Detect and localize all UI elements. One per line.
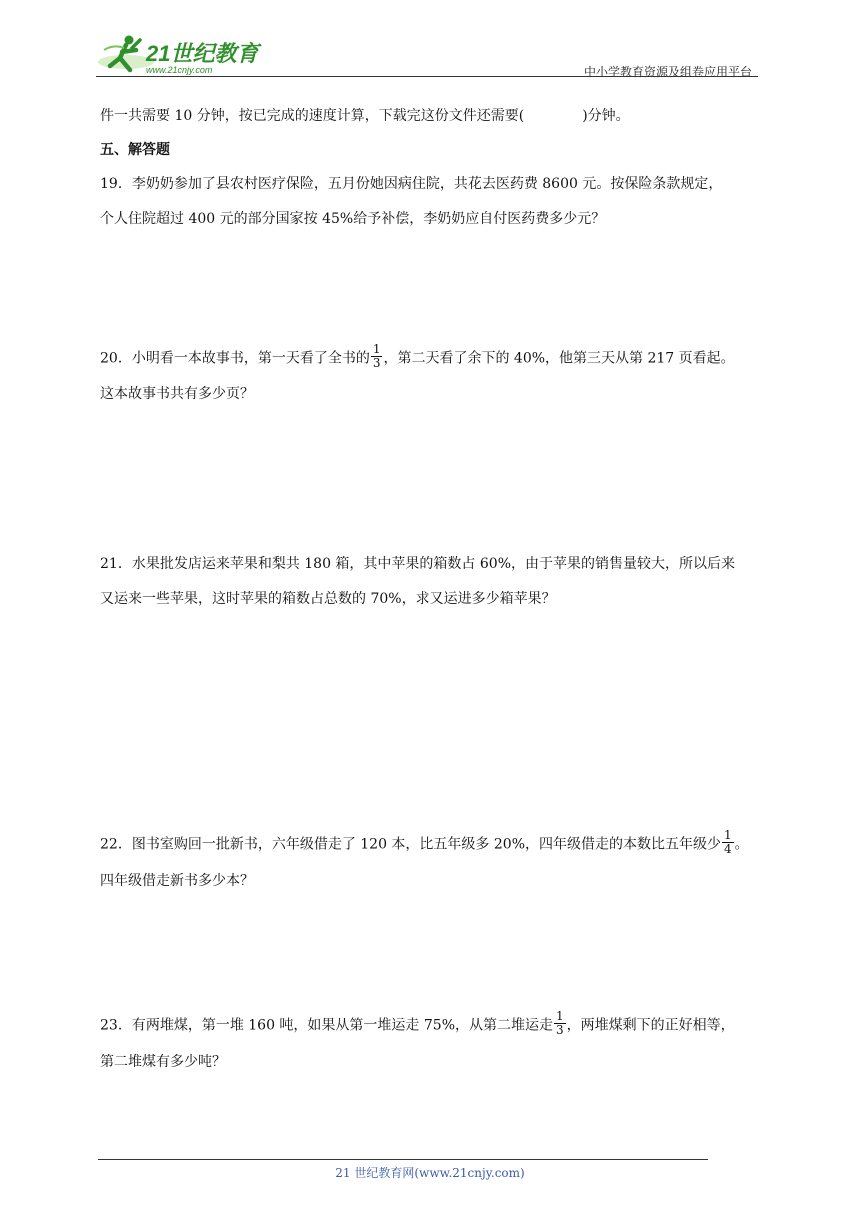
fraction-numerator: 1 (556, 1009, 564, 1023)
q22-line1 (100, 828, 749, 858)
page-header (96, 30, 756, 80)
header-platform-text: 中小学教育资源及组卷应用平台 (583, 65, 752, 79)
q19-line2: 个人住院超过 400 元的部分国家按 45%给予补偿，李奶奶应自付医药费多少元？ (100, 211, 606, 227)
q18-tail-text-b: )分钟。 (582, 108, 630, 124)
q18-tail-line (100, 106, 630, 126)
q21-line2: 又运来一些苹果，这时苹果的箱数占总数的 70%，求又运进多少箱苹果？ (100, 591, 556, 607)
section-heading: 五、解答题 (100, 142, 170, 158)
header-divider (96, 76, 758, 77)
fraction-numerator: 1 (372, 342, 381, 356)
fraction (371, 343, 383, 370)
footer-divider (98, 1159, 708, 1160)
q19-line1: 19．李奶奶参加了县农村医疗保险，五月份她因病住院，共花去医药费 8600 元。按保险条款规定， (100, 176, 723, 192)
logo-url: www.21cnjy.com (146, 65, 213, 75)
fraction-numerator: 1 (724, 828, 732, 842)
q18-tail-text-a: 件一共需要 10 分钟，按已完成的速度计算，下载完这份文件还需要( (100, 108, 525, 124)
footer-text: 21 世纪教育网(www.21cnjy.com) (335, 1166, 525, 1180)
q23-text-a: 23．有两堆煤，第一堆 160 吨，如果从第一堆运走 75%，从第二堆运走 (100, 1017, 554, 1034)
logo-graphic (96, 30, 266, 78)
logo (96, 30, 266, 78)
q20-text-a: 20．小明看一本故事书，第一天看了全书的 (100, 350, 370, 367)
fraction-denominator: 3 (556, 1023, 564, 1037)
logo-wordmark: 21世纪教育 (146, 41, 259, 66)
q20-line1 (100, 342, 735, 372)
q22-line2: 四年级借走新书多少本？ (100, 873, 254, 889)
q20-text-b: ，第二天看了余下的 40%，他第三天从第 217 页看起。 (383, 350, 735, 367)
q23-line1 (100, 1009, 735, 1039)
q20-line2: 这本故事书共有多少页？ (100, 386, 254, 402)
q23-text-b: ，两堆煤剩下的正好相等， (566, 1017, 735, 1034)
fraction-denominator: 4 (724, 842, 732, 856)
q23-line2: 第二堆煤有多少吨？ (100, 1054, 226, 1070)
fraction (554, 1010, 566, 1037)
fraction (722, 829, 734, 856)
q22-text-a: 22．图书室购回一批新书，六年级借走了 120 本，比五年级多 20%，四年级借走的本数比五年级少 (100, 836, 722, 853)
q21-line1: 21．水果批发店运来苹果和梨共 180 箱，其中苹果的箱数占 60%，由于苹果的销售量较大，所以后来 (100, 556, 736, 572)
fraction-denominator: 3 (372, 356, 381, 370)
q22-text-b: 。 (734, 836, 749, 853)
